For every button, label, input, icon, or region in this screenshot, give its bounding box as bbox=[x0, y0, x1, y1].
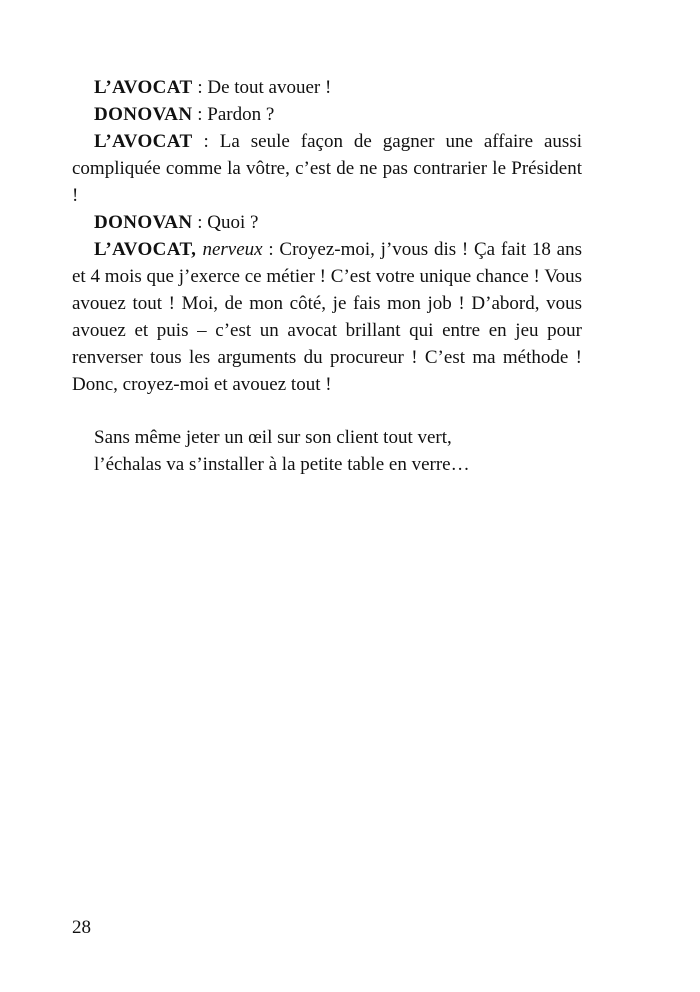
dialogue-line bbox=[72, 74, 582, 101]
separator: : bbox=[192, 77, 208, 98]
comma: , bbox=[191, 239, 203, 260]
narration-line: Sans même jeter un œil sur son client tout vert, bbox=[94, 427, 452, 448]
dialogue-text: Croyez-moi, j’vous dis ! Ça fait 18 ans et 4 mois que j’exerce ce métier ! C’est votre unique chance ! Vous avouez tout ! Moi, de mon côté, je fais mon job ! D’abord, vous avouez et puis – c’est un avocat brillant qui entre en jeu pour renverser tous les arguments du procureur ! C’est ma méthode ! Donc, croyez-moi et avouez tout ! bbox=[72, 239, 582, 395]
dialogue-line bbox=[72, 236, 582, 398]
narration-line: l’échalas va s’installer à la petite table en verre… bbox=[94, 454, 470, 475]
dialogue-text: Pardon ? bbox=[207, 104, 275, 125]
separator: : bbox=[192, 212, 208, 233]
separator: : bbox=[262, 239, 280, 260]
dialogue-text: Quoi ? bbox=[207, 212, 259, 233]
speaker-name: L’AVOCAT bbox=[94, 239, 192, 260]
speaker-name: L’AVOCAT bbox=[94, 131, 193, 152]
speaker-name: DONOVAN bbox=[94, 104, 193, 125]
separator: : bbox=[192, 104, 208, 125]
dialogue-line bbox=[72, 101, 582, 128]
page-number: 28 bbox=[72, 917, 91, 938]
stage-direction: nerveux bbox=[202, 239, 263, 260]
dialogue-text bbox=[72, 74, 582, 478]
dialogue-line bbox=[72, 128, 582, 209]
dialogue-text: De tout avouer ! bbox=[207, 77, 332, 98]
speaker-name: DONOVAN bbox=[94, 212, 193, 233]
dialogue-text: La seule façon de gagner une affaire aussi compliquée comme la vôtre, c’est de ne pas contrarier le Président ! bbox=[72, 131, 582, 206]
paragraph-gap bbox=[72, 398, 582, 424]
separator: : bbox=[192, 131, 220, 152]
speaker-name: L’AVOCAT bbox=[94, 77, 193, 98]
dialogue-line bbox=[72, 209, 582, 236]
